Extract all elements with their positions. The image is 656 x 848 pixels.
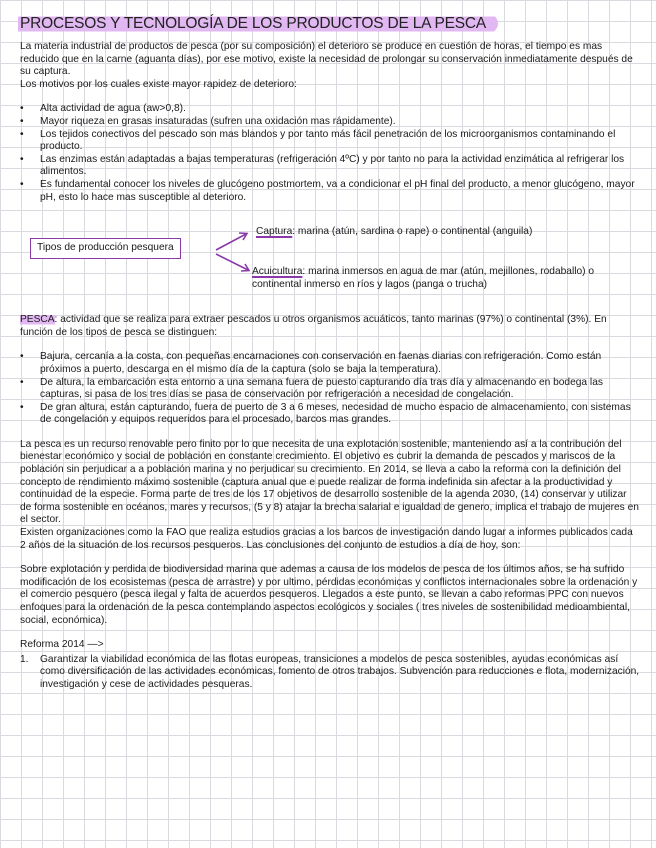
list-item (20, 654, 640, 692)
reforma-heading: Reforma 2014 —> (20, 639, 104, 651)
recurso-section (20, 439, 640, 552)
intro-motivos-lead: Los motivos por los cuales existe mayor rapidez de deterioro: (20, 78, 297, 90)
list-item: • De altura, la embarcación esta entorno a una semana fuera de puesto capturando día tras día y almacenando en bodega las capturas, si pasa de los tres días se pasa de conservación por refrigeración a necesidad de congelación. (20, 377, 640, 402)
list-item: • Mayor riqueza en grasas insaturadas (sufren una oxidación mas rápidamente). (20, 116, 640, 129)
production-types-diagram (20, 226, 640, 302)
fao-paragraph: Existen organizaciones como la FAO que realiza estudios gracias a los barcos de investigación dando lugar a informes publicados cada 2 años de la situación de los recursos pesqueros. Las conclusiones del conjunto de estudios a día de hoy, son: (20, 527, 633, 551)
intro-section (20, 41, 640, 91)
acuicultura-term: Acuicultura (252, 266, 303, 278)
captura-branch (256, 226, 646, 239)
pesca-definition (20, 314, 640, 339)
document-page (20, 14, 640, 692)
intro-paragraph: La materia industrial de productos de pesca (por su composición) el deterioro se produce en cuestión de horas, el tiempo es mas reducido que en la carne (aguanta días), por ese motivo, existe la necesidad de prolongar su conservación inmediatamente después de su captura. (20, 41, 633, 78)
list-item: • Es fundamental conocer los niveles de glucógeno postmortem, va a condicionar el pH final del producto, a menor glucógeno, mayor pH, esto lo hace mas susceptible al deterioro. (20, 179, 640, 204)
captura-description: : marina (atún, sardina o rape) o continental (anguila) (292, 226, 533, 238)
page-title: PROCESOS Y TECNOLOGÍA DE LOS PRODUCTOS DE LA PESCA (18, 14, 498, 33)
list-item: • Los tejidos conectivos del pescado son mas blandos y por tanto más fácil penetración de los microorganismos contaminando el producto. (20, 129, 640, 154)
reforma-section (20, 639, 640, 691)
pesca-term: PESCA (20, 314, 55, 326)
motivos-list (20, 103, 640, 204)
reforma-list (20, 654, 640, 692)
captura-term: Captura (256, 226, 293, 238)
list-item: • Alta actividad de agua (aw>0,8). (20, 103, 640, 116)
list-item-text: Garantizar la viabilidad económica de las flotas europeas, transiciones a modelos de pesca sostenibles, ayudas económicas así como diversificación de las actividades económicas, fomento de otros trabajos. Subvención para reducciones e flota, modernización, investigación y cese de actividades pesqueras. (40, 653, 640, 690)
recurso-paragraph: La pesca es un recurso renovable pero finito por lo que necesita de una explotación sostenible, manteniendo así a la contribución del bienestar económico y social de población en constante crecimiento. El objetivo es cubrir la demanda de pescados y mariscos de la población sin perjudicar a a población marina y no perjudicar su crecimiento. En 2014, se lleva a cabo la reforma con la definición del concepto de rendimiento máximo sostenible (captura anual que e puede realizar de forma indefinida sin afectar a la productividad y continuidad de la especie. Forma parte de tres de los 17 objetivos de desarrollo sostenible de la agenda 2030, (14) conservar y utilizar de forma sostenible en océanos, mares y recursos, (5 y 8) atajar la brecha salarial e igualdad de genero, implica el trabajo de mujeres en el sector. (20, 438, 639, 526)
pesca-types-list (20, 351, 640, 427)
pesca-definition-text: : actividad que se realiza para extraer pescados u otros organismos acuáticos, tanto marinas (97%) o continental (3%). En función de los tipos de pesca se distinguen: (20, 314, 607, 338)
list-item: • De gran altura, están capturando, fuera de puerto de 3 a 6 meses, necesidad de mucho espacio de almacenamiento, con sistemas de congelación y equipos requeridos para el procesado, barcos mas grandes. (20, 402, 640, 427)
list-item: • Las enzimas están adaptadas a bajas temperaturas (refrigeración 4ºC) y por tanto no para la actividad enzimática al refrigerar los alimentos. (20, 154, 640, 179)
list-item: • Bajura, cercanía a la costa, con pequeñas encarnaciones con conservación en faenas diarias con refrigeración. Como están próximos a puerto, descarga en el mismo día de la captura (solo se baja la temperatura). (20, 351, 640, 376)
acuicultura-branch (252, 266, 642, 291)
production-types-box: Tipos de producción pesquera (30, 238, 181, 259)
list-number: 1. (20, 653, 29, 665)
acuicultura-description: : marina inmersos en agua de mar (atún, mejillones, rodaballo) o continental inmerso en ríos y lagos (panga o trucha) (252, 266, 595, 290)
sobre-explotacion-paragraph: Sobre explotación y perdida de biodiversidad marina que ademas a causa de los modelos de pesca de los últimos años, se ha sufrido modificación de los ecosistemas (pesca de arrastre) y por ultimo, pérdidas económicas y conflictos internacionales sobre la ordenación y el comercio pesquero (pesca ilegal y falta de acuerdos pesqueros. Llegados a este punto, se llevan a cabo reformas PPC con nuevos enfoques para la ordenación de la pesca contemplando aspectos ecológicos y sociales ( tres niveles de sostenibilidad medioambiental, social, económica). (20, 564, 638, 626)
